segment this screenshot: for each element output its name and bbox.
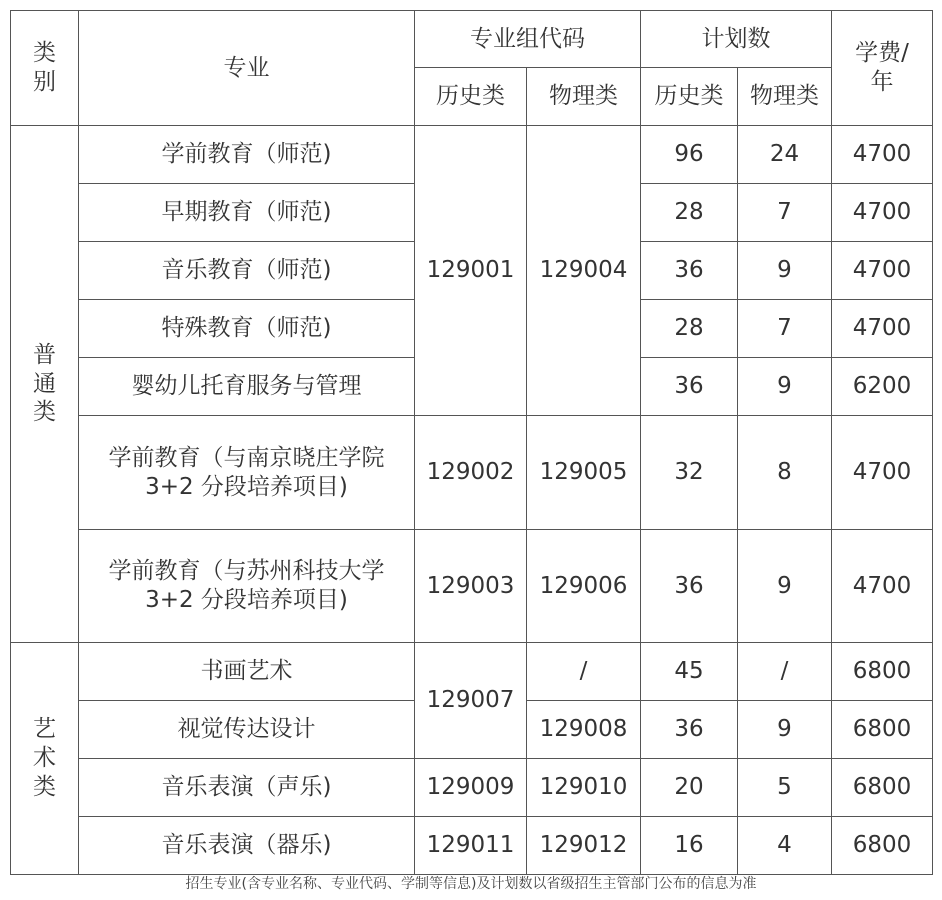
- header-fee: 学费/ 年: [832, 11, 933, 126]
- plan-history-cell: 32: [641, 416, 738, 530]
- plan-physics-cell: /: [738, 643, 832, 701]
- plan-history-cell: 36: [641, 242, 738, 300]
- plan-history-cell: 28: [641, 184, 738, 242]
- plan-physics-cell: 9: [738, 358, 832, 416]
- plan-history-cell: 16: [641, 817, 738, 875]
- header-plan: 计划数: [641, 11, 832, 68]
- fee-cell: 6800: [832, 701, 933, 759]
- plan-history-cell: 36: [641, 530, 738, 643]
- header-code-history: 历史类: [415, 68, 527, 126]
- fee-cell: 4700: [832, 300, 933, 358]
- header-group-code: 专业组代码: [415, 11, 641, 68]
- major-cell: 学前教育（师范): [79, 126, 415, 184]
- table-row: [11, 759, 933, 817]
- plan-physics-cell: 9: [738, 242, 832, 300]
- plan-physics-cell: 9: [738, 701, 832, 759]
- fee-cell: 4700: [832, 242, 933, 300]
- major-cell: 学前教育（与苏州科技大学 3+2 分段培养项目): [79, 530, 415, 643]
- code-physics-cell: 129005: [527, 416, 641, 530]
- major-cell: 特殊教育（师范): [79, 300, 415, 358]
- header-row-1: [11, 11, 933, 68]
- fee-cell: 6800: [832, 643, 933, 701]
- section-art: 艺 术 类: [11, 643, 79, 875]
- major-cell: 音乐教育（师范): [79, 242, 415, 300]
- major-cell: 音乐表演（器乐): [79, 817, 415, 875]
- table-row: [11, 416, 933, 530]
- header-plan-physics: 物理类: [738, 68, 832, 126]
- admission-plan-table: [10, 10, 933, 875]
- code-history-cell: 129003: [415, 530, 527, 643]
- code-history-cell: 129007: [415, 643, 527, 759]
- fee-cell: 4700: [832, 184, 933, 242]
- major-cell: 学前教育（与南京晓庄学院 3+2 分段培养项目): [79, 416, 415, 530]
- fee-cell: 6800: [832, 817, 933, 875]
- fee-cell: 4700: [832, 126, 933, 184]
- plan-physics-cell: 9: [738, 530, 832, 643]
- code-history-cell: 129002: [415, 416, 527, 530]
- fee-cell: 6200: [832, 358, 933, 416]
- plan-history-cell: 28: [641, 300, 738, 358]
- table-row: [11, 643, 933, 701]
- major-cell: 音乐表演（声乐): [79, 759, 415, 817]
- header-plan-history: 历史类: [641, 68, 738, 126]
- header-major: 专业: [79, 11, 415, 126]
- section-general: 普 通 类: [11, 126, 79, 643]
- code-history-cell: 129001: [415, 126, 527, 416]
- plan-history-cell: 36: [641, 358, 738, 416]
- plan-physics-cell: 7: [738, 300, 832, 358]
- code-physics-cell: 129010: [527, 759, 641, 817]
- header-code-physics: 物理类: [527, 68, 641, 126]
- plan-physics-cell: 4: [738, 817, 832, 875]
- plan-history-cell: 45: [641, 643, 738, 701]
- table-row: [11, 817, 933, 875]
- major-cell: 婴幼儿托育服务与管理: [79, 358, 415, 416]
- code-physics-cell: 129006: [527, 530, 641, 643]
- fee-cell: 4700: [832, 416, 933, 530]
- plan-physics-cell: 7: [738, 184, 832, 242]
- table-row: [11, 530, 933, 643]
- code-physics-cell: 129008: [527, 701, 641, 759]
- major-cell: 书画艺术: [79, 643, 415, 701]
- major-cell: 早期教育（师范): [79, 184, 415, 242]
- plan-physics-cell: 24: [738, 126, 832, 184]
- plan-history-cell: 36: [641, 701, 738, 759]
- table-row: [11, 126, 933, 184]
- code-physics-cell: 129012: [527, 817, 641, 875]
- plan-physics-cell: 8: [738, 416, 832, 530]
- footnote: 招生专业(含专业名称、专业代码、学制等信息)及计划数以省级招生主管部门公布的信息为准: [185, 876, 757, 892]
- code-history-cell: 129011: [415, 817, 527, 875]
- plan-history-cell: 20: [641, 759, 738, 817]
- code-physics-cell: 129004: [527, 126, 641, 416]
- major-cell: 视觉传达设计: [79, 701, 415, 759]
- fee-cell: 4700: [832, 530, 933, 643]
- code-physics-cell: /: [527, 643, 641, 701]
- plan-history-cell: 96: [641, 126, 738, 184]
- fee-cell: 6800: [832, 759, 933, 817]
- plan-physics-cell: 5: [738, 759, 832, 817]
- code-history-cell: 129009: [415, 759, 527, 817]
- header-category: 类 别: [11, 11, 79, 126]
